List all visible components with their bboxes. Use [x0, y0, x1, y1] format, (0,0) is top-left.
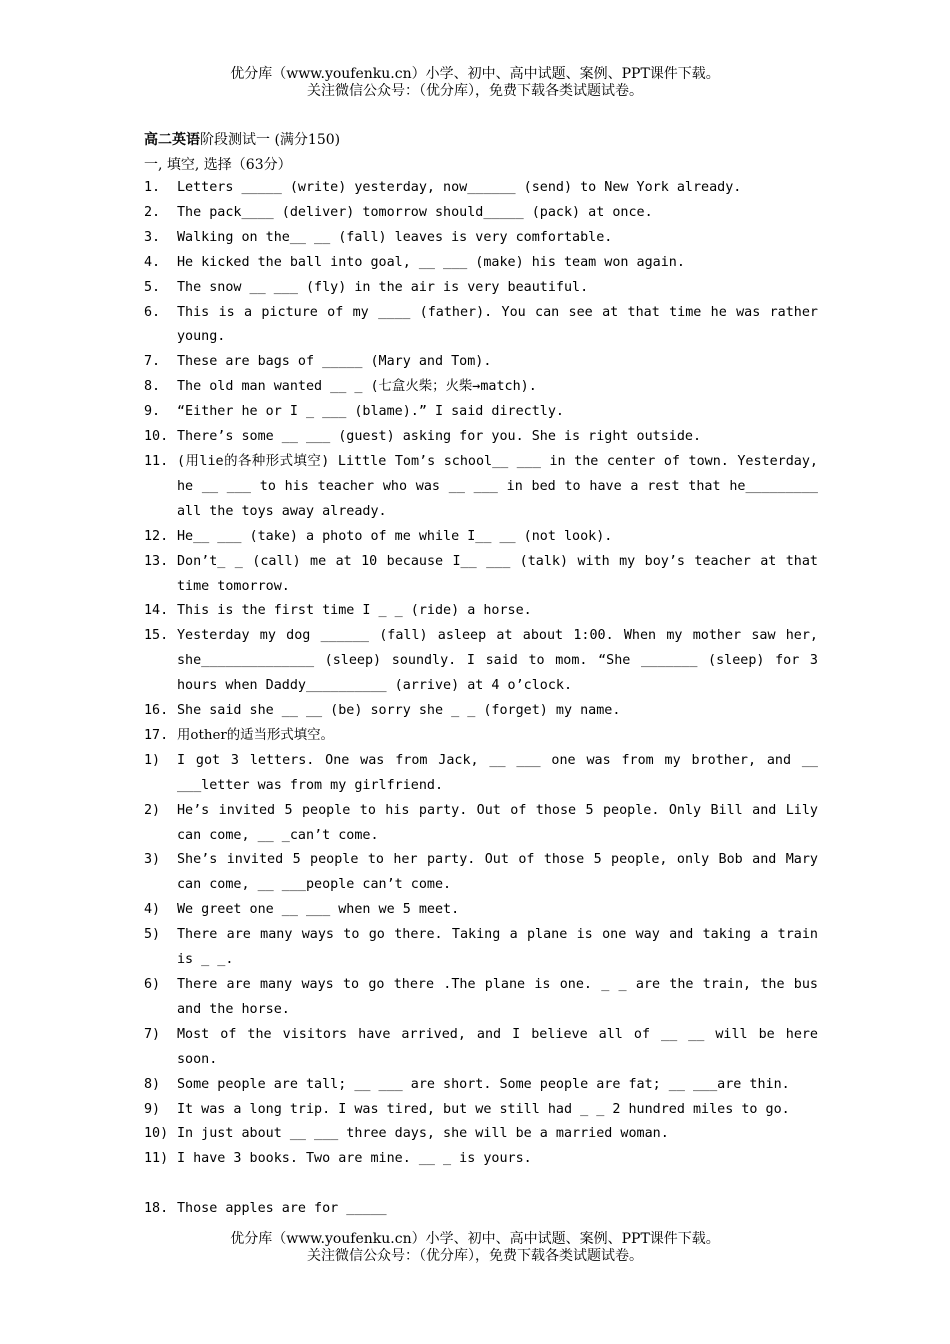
question-text: It was a long trip. I was tired, but we still had _ _ 2 hundred miles to go.	[177, 1101, 790, 1117]
question-item	[144, 848, 818, 898]
question-text: There’s some __ ___ (guest) asking for you. She is right outside.	[177, 429, 702, 445]
question-item	[144, 624, 818, 699]
question-list	[144, 176, 818, 1222]
question-text: He kicked the ball into goal, __ ___ (make) his team won again.	[177, 254, 685, 270]
question-text: Those apples are for _____	[177, 1201, 387, 1217]
question-number: 16.	[144, 703, 169, 719]
question-item	[144, 226, 818, 251]
question-text: The pack____ (deliver) tomorrow should_____ (pack) at once.	[177, 204, 653, 220]
question-number: 1)	[144, 752, 161, 768]
question-text: I have 3 books. Two are mine. __ _ is yours.	[177, 1151, 532, 1167]
question-text: Walking on the__ __ (fall) leaves is very comfortable.	[177, 229, 613, 245]
footer-line-2: 关注微信公众号：（优分库），免费下载各类试题试卷。	[307, 1248, 643, 1264]
question-number: 8.	[144, 379, 161, 395]
question-number: 4.	[144, 254, 161, 270]
blank-line	[144, 1172, 818, 1197]
question-text: I got 3 letters. One was from Jack, __ ___ one was from my brother, and __ ___letter was from my girlfriend.	[177, 752, 818, 793]
question-text: The old man wanted __ _ (七盒火柴；火柴→match).	[177, 379, 537, 395]
question-text: “Either he or I _ ___ (blame).” I said directly.	[177, 404, 564, 420]
question-text: 用other的适当形式填空。	[177, 727, 334, 743]
question-number: 11.	[144, 453, 169, 469]
question-text: This is a picture of my ____ (father). You can see at that time he was rather young.	[177, 304, 818, 345]
question-item	[144, 550, 818, 600]
question-number: 9.	[144, 404, 161, 420]
question-text: In just about __ ___ three days, she will be a married woman.	[177, 1126, 669, 1142]
question-number: 1.	[144, 180, 161, 195]
question-item	[144, 400, 818, 425]
question-text: There are many ways to go there. Taking a plane is one way and taking a train is _ _.	[177, 927, 818, 968]
question-text: She’s invited 5 people to her party. Out of those 5 people, only Bob and Mary can come, __ ___people can’t come.	[177, 852, 818, 893]
question-text: Letters _____ (write) yesterday, now______ (send) to New York already.	[177, 180, 742, 195]
question-number: 5)	[144, 927, 161, 943]
question-number: 6)	[144, 977, 161, 992]
question-text: She said she __ __ (be) sorry she _ _ (forget) my name.	[177, 703, 621, 719]
question-text: The snow __ ___ (fly) in the air is very beautiful.	[177, 279, 589, 295]
question-item	[144, 276, 818, 301]
question-number: 3)	[144, 852, 161, 868]
question-number: 10.	[144, 429, 169, 445]
header-line-2: 关注微信公众号：（优分库），免费下载各类试题试卷。	[307, 83, 643, 99]
question-number: 4)	[144, 902, 161, 918]
page-title	[144, 129, 340, 149]
question-number: 13.	[144, 553, 169, 569]
question-text: He’s invited 5 people to his party. Out of those 5 people. Only Bill and Lily can come, __ _can’t come.	[177, 802, 818, 843]
question-number: 2)	[144, 802, 161, 818]
question-item	[144, 923, 818, 973]
question-number: 8)	[144, 1076, 161, 1092]
title-bold: 高二英语	[144, 132, 200, 148]
question-item	[144, 1023, 818, 1073]
question-text: He__ ___ (take) a photo of me while I__ __ (not look).	[177, 528, 613, 544]
question-item	[144, 898, 818, 923]
question-number: 9)	[144, 1101, 161, 1117]
question-number: 14.	[144, 603, 169, 619]
question-item	[144, 350, 818, 375]
question-item	[144, 425, 818, 450]
question-text: There are many ways to go there .The plane is one. _ _ are the train, the bus and the horse.	[177, 977, 818, 1017]
question-number: 12.	[144, 528, 169, 544]
question-item	[144, 1197, 818, 1222]
question-number: 18.	[144, 1201, 169, 1217]
header-line-1: 优分库（www.youfenku.cn）小学、初中、高中试题、案例、PPT课件下载。	[230, 66, 720, 82]
question-item	[144, 1122, 818, 1147]
question-number: 7.	[144, 354, 161, 370]
question-text: Most of the visitors have arrived, and I believe all of __ __ will be here soon.	[177, 1026, 818, 1067]
question-item	[144, 525, 818, 550]
question-item	[144, 799, 818, 849]
question-item	[144, 375, 818, 400]
question-item	[144, 1073, 818, 1098]
question-number: 3.	[144, 229, 161, 245]
question-number: 17.	[144, 727, 169, 743]
footer-line-1: 优分库（www.youfenku.cn）小学、初中、高中试题、案例、PPT课件下载。	[230, 1231, 720, 1247]
question-item	[144, 251, 818, 276]
question-item	[144, 1098, 818, 1123]
question-number: 6.	[144, 304, 161, 320]
page-header	[0, 66, 950, 100]
question-item	[144, 599, 818, 624]
question-item	[144, 201, 818, 226]
question-text: We greet one __ ___ when we 5 meet.	[177, 902, 460, 918]
question-item	[144, 699, 818, 724]
question-number: 11)	[144, 1151, 169, 1167]
page-footer	[0, 1231, 950, 1265]
question-text: This is the first time I _ _ (ride) a horse.	[177, 603, 532, 619]
title-rest: 阶段测试一 (满分150)	[200, 132, 341, 148]
question-number: 2.	[144, 204, 161, 220]
question-text: These are bags of _____ (Mary and Tom).	[177, 354, 492, 370]
question-text: (用lie的各种形式填空) Little Tom’s school__ ___ in the center of town. Yesterday, he __ ___ to his teacher who was __ ___ in bed to have a rest that he_________ all the toys away already.	[177, 453, 818, 519]
question-item	[144, 973, 818, 1023]
question-number: 15.	[144, 628, 169, 644]
question-item	[144, 1147, 818, 1172]
question-item	[144, 724, 818, 749]
question-text: Some people are tall; __ ___ are short. Some people are fat; __ ___are thin.	[177, 1076, 790, 1092]
question-item	[144, 176, 818, 201]
question-number: 5.	[144, 279, 161, 295]
question-item	[144, 450, 818, 525]
question-text: Yesterday my dog ______ (fall) asleep at about 1:00. When my mother saw her, she______________ (sleep) soundly. I said to mom. “She _______ (sleep) for 3 hours when Daddy__________ (arrive) at 4 o’clock.	[177, 628, 818, 694]
section-heading: 一, 填空, 选择（63分）	[144, 157, 292, 173]
question-number: 7)	[144, 1026, 161, 1042]
question-text: Don’t_ _ (call) me at 10 because I__ ___ (talk) with my boy’s teacher at that time tomorrow.	[177, 553, 818, 594]
question-item	[144, 749, 818, 799]
question-number: 10)	[144, 1126, 169, 1142]
question-item	[144, 301, 818, 351]
